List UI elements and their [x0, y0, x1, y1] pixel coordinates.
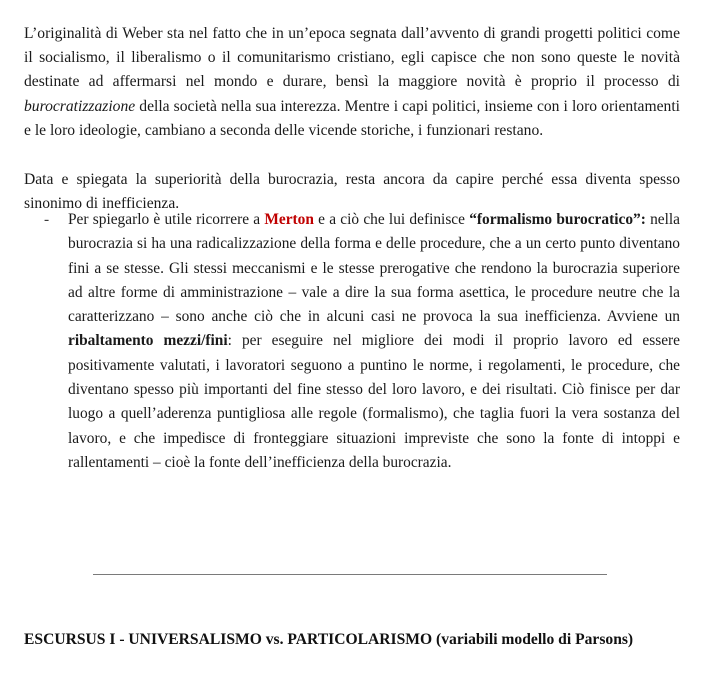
paragraph-text-segment: L’originalità di Weber sta nel fatto che in un’epoca segnata dall’avvento di grandi progetti politici come il socialismo, il liberalismo o il comunitarismo cristiano, egli capisce che non sono queste le novità destinate ad affermarsi nel mondo e durare, bensì la maggiore novità è proprio il processo di — [24, 24, 680, 91]
list-item — [44, 208, 680, 475]
bold-term-ribaltamento-mezzi-fini: ribaltamento mezzi/fini — [68, 332, 228, 350]
paragraph-weber-originality — [24, 22, 680, 144]
paragraph-text-segment: della società nella sua interezza. Mentre i capi politici, insieme con i loro orientamenti e le loro ideologie, cambiano a seconda delle vicende storiche, i funzionari restano. — [24, 97, 680, 140]
section-heading-escursus — [24, 628, 680, 652]
list-item-text-segment: : per eseguire nel migliore dei modi il proprio lavoro ed essere positivamente valutati, i lavoratori seguono a puntino le norme, i regolamenti, le procedure, che diventano spesso più importanti del fine stesso del loro lavoro, e dei risultati. Ciò finisce per dar luogo a quell’aderenza puntigliosa alle regole (formalismo), che taglia fuori la vera sostanza del lavoro, e che impedisce di fronteggiare situazioni impreviste che sono la fonte di intoppi e rallentamenti – cioè la fonte dell’inefficienza della burocrazia. — [68, 332, 680, 471]
list-item-text-segment: e a ciò che lui definisce — [313, 211, 470, 228]
paragraph-inefficiency-question: Data e spiegata la superiorità della burocrazia, resta ancora da capire perché essa diventa spesso sinonimo di inefficienza. — [24, 170, 680, 212]
section-heading-text: ESCURSUS I - UNIVERSALISMO vs. PARTICOLARISMO (variabili modello di Parsons) — [24, 630, 634, 648]
bold-term-formalismo-burocratico: “formalismo burocratico”: — [469, 211, 646, 228]
list-item-text-segment: nella burocrazia si ha una radicalizzazione della forma e delle procedure, che a un certo punto diventano fini a se stesse. Gli stessi meccanismi e le stesse prerogative che rendono la burocrazia superiore ad altre forme di amministrazione – vale a dire la sua forma asettica, le procedure neutre che la caratterizzano – sono anche ciò che in alcuni casi ne provoca la sua inefficienza. Avviene un — [68, 211, 680, 326]
bullet-marker-icon: - — [44, 211, 50, 228]
divider-line — [93, 574, 607, 575]
section-divider — [0, 566, 703, 582]
italic-term-burocratizzazione: burocratizzazione — [24, 97, 136, 115]
list-item-text-segment: Per spiegarlo è utile ricorrere a — [68, 211, 265, 228]
bullet-list — [44, 208, 680, 475]
highlighted-term-merton: Merton — [264, 211, 314, 228]
